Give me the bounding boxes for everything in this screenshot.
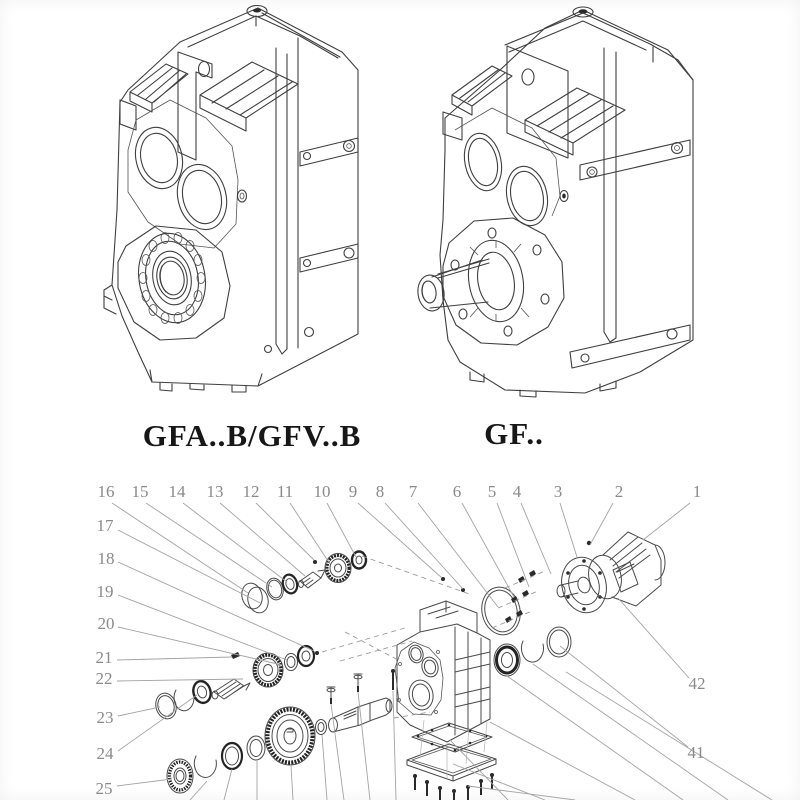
callout-22: 22 xyxy=(95,669,113,688)
callout-6: 6 xyxy=(452,482,462,501)
intermediate-gear xyxy=(253,653,283,687)
callout-2: 2 xyxy=(614,482,624,501)
seal-ring xyxy=(547,627,571,657)
leader-line-22 xyxy=(117,679,243,681)
gf-housing-drawing xyxy=(416,7,693,397)
leader-line-11 xyxy=(290,503,330,564)
callout-24: 24 xyxy=(96,744,114,763)
leader-line-bottom-3 xyxy=(291,766,293,800)
alignment-guide-lines xyxy=(420,720,487,778)
leader-line-bottom-6 xyxy=(358,692,370,800)
leader-line-6 xyxy=(462,503,514,597)
callout-41: 41 xyxy=(687,743,705,762)
dashed-axis-3 xyxy=(345,632,400,661)
input-shaft-parts xyxy=(239,552,366,616)
gear-case xyxy=(395,577,490,742)
leader-line-10 xyxy=(327,503,356,557)
second-bore xyxy=(501,162,553,229)
callout-14: 14 xyxy=(168,482,186,501)
callout-25: 25 xyxy=(95,779,113,798)
callout-21: 21 xyxy=(95,648,113,667)
callout-23: 23 xyxy=(96,708,114,727)
motor-flange-disc xyxy=(556,541,612,618)
leader-line-3 xyxy=(560,503,577,557)
dashed-axis-1 xyxy=(322,628,405,652)
leader-line-23 xyxy=(118,707,160,716)
leader-line-42 xyxy=(618,598,689,678)
callout-16: 16 xyxy=(97,482,115,501)
callout-12: 12 xyxy=(242,482,260,501)
leader-line-bottom-4 xyxy=(322,735,327,800)
leader-line-bottom-1 xyxy=(224,769,232,800)
leader-line-bottom-0 xyxy=(190,781,207,800)
callout-7: 7 xyxy=(408,482,418,501)
snap-ring xyxy=(194,756,216,777)
leader-line-13 xyxy=(220,503,305,576)
callout-9: 9 xyxy=(348,482,358,501)
hollow-shaft-bearing xyxy=(132,228,213,328)
leader-line-25 xyxy=(117,779,172,786)
leader-line-bottom-5 xyxy=(331,704,344,800)
callout-19: 19 xyxy=(96,582,114,601)
leader-line-bottom-10 xyxy=(468,786,575,800)
circlip xyxy=(521,641,543,662)
input-bearing xyxy=(494,644,520,676)
leader-line-1 xyxy=(643,503,690,540)
dashed-axis-4 xyxy=(505,571,545,588)
thrust-bearing xyxy=(167,759,193,793)
bolt-with-washer xyxy=(354,674,362,692)
leader-line-9 xyxy=(358,503,442,578)
leader-line-bottom-12 xyxy=(507,676,683,800)
callout-11: 11 xyxy=(276,482,294,501)
output-gear xyxy=(265,707,315,765)
callout-leader-lines xyxy=(112,503,772,800)
leader-line-21 xyxy=(117,657,232,660)
leader-line-16 xyxy=(112,503,248,593)
flange-gasket-ring xyxy=(477,584,524,639)
flange-screws xyxy=(505,570,536,623)
bolt-with-washer xyxy=(327,687,335,704)
callout-20: 20 xyxy=(97,614,115,633)
leader-line-12 xyxy=(256,503,314,560)
leader-line-7 xyxy=(418,503,498,607)
callout-13: 13 xyxy=(206,482,224,501)
model-label-gf: GF.. xyxy=(484,416,544,451)
callout-4: 4 xyxy=(512,482,522,501)
callout-42: 42 xyxy=(688,674,706,693)
leader-line-bottom-7 xyxy=(393,691,396,800)
dashed-axis-6 xyxy=(492,611,532,628)
leader-line-14 xyxy=(183,503,287,582)
dark-pin xyxy=(391,669,395,690)
electric-motor xyxy=(584,532,665,606)
leader-line-4 xyxy=(521,503,551,574)
dashed-axis-0 xyxy=(362,556,472,595)
leader-line-17 xyxy=(118,530,262,604)
output-shaft xyxy=(416,259,489,313)
pinion-gear xyxy=(325,554,351,583)
leader-line-bottom-11 xyxy=(490,722,635,800)
callout-15: 15 xyxy=(131,482,149,501)
assembly-axis-dashed-lines xyxy=(322,556,545,718)
leader-line-15 xyxy=(146,503,272,587)
leader-line-bottom-8 xyxy=(450,740,508,800)
output-flange xyxy=(443,218,564,345)
second-bore xyxy=(171,159,234,235)
input-bore xyxy=(459,130,506,194)
leader-line-2 xyxy=(590,503,613,545)
gfa-housing-drawing xyxy=(104,6,358,393)
dashed-axis-5 xyxy=(498,591,538,608)
callout-18: 18 xyxy=(97,549,115,568)
callout-8: 8 xyxy=(375,482,385,501)
callout-5: 5 xyxy=(487,482,497,501)
leader-line-bottom-14 xyxy=(566,672,772,800)
callout-17: 17 xyxy=(96,516,114,535)
callout-10: 10 xyxy=(313,482,331,501)
model-label-gfa: GFA..B/GFV..B xyxy=(142,418,362,453)
callout-1: 1 xyxy=(692,482,702,501)
callout-numbers xyxy=(96,482,706,798)
output-shaft-parts xyxy=(167,669,395,793)
callout-3: 3 xyxy=(553,482,563,501)
input-bore xyxy=(129,122,189,193)
